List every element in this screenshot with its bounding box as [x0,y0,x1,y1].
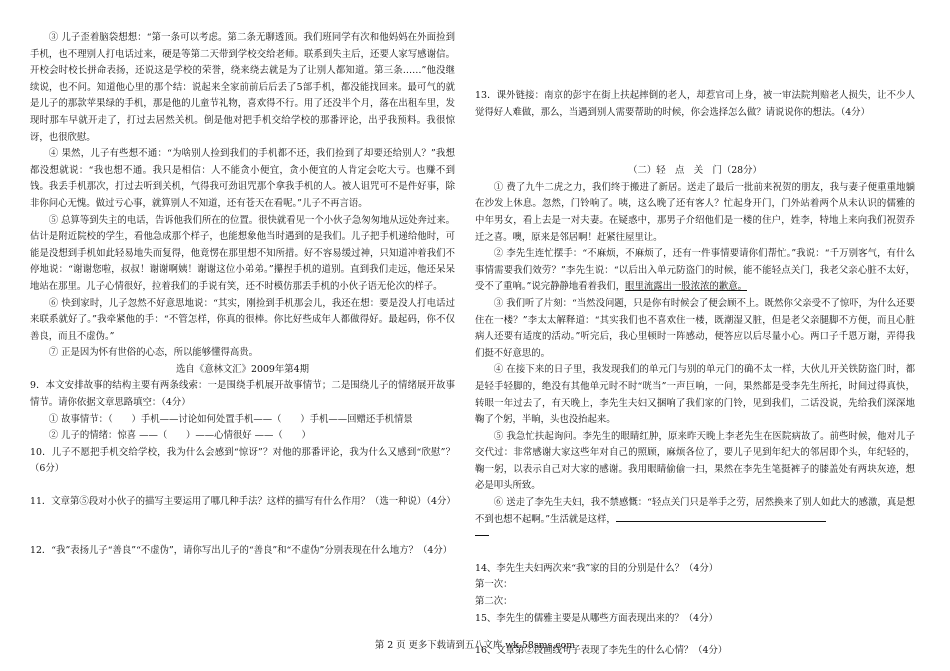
right-column [475,30,915,660]
story-paragraph-4: ④ 在接下来的日子里，我发现我们的单元门与别的单元门的确不太一样，大伙儿开关铁防盗门时，都是轻手轻脚的，绝没有其他单元时不时“咣当”一声巨响，一问，果然都是受李先生所托，时间过得真快，转眼一年过去了，有天晚上，李先生夫妇又捆响了我们家的门铃，见到我们，二话没说，先给我们深深地鞠了个躬，半晌，头也没抬起来。 [475,364,915,426]
page-footer: 第 2 页 更多下载请到五八文库 wk.58sms.com [374,640,576,651]
question-9-part-2: ② 儿子的情绪：惊喜 ——（ ）——心情很好 ——（ ） [48,430,311,442]
story-paragraph-2 [475,246,915,296]
question-14-first: 第一次： [475,579,513,591]
story-paragraph-3: ③ 我们听了片刻：“当然没问题，只是你有时候会了便会顾不上。既然你父亲受不了惊吓，为什么还要住在一楼？”李太太解释道：“其实我们也不喜欢住一楼，既潮湿又脏，但是老父亲腿脚不方便，而且心脏病人还要有适度的活动。”听完后，我心里顿时一阵感动，便答应以后尽量小心。两口子千恩万谢，弄得我们挺不好意思的。 [475,297,915,359]
question-14-second: 第二次： [475,596,513,608]
section-title: （二）轻 点 关 门（28分） [628,165,762,177]
passage-paragraph-3: ③ 儿子歪着脑袋想想：“第一条可以考虑。第二条无聊透顶。我们班同学有次和他妈妈在外面捡到手机，也不理别人打电话过来，硬是等第二天带到学校交给老师。联系到失主后，还要人家写感谢信。开校会时校长拼命表扬，还说这是学校的荣誉，绕来绕去就是为了让别人都知道。第三条……”他没继续说，也不问。知道他心里的那个结：说起来全家前前后后丢了5部手机，都没能找回来。最可气的就是儿子的那款苹果绿的手机，那是他的儿童节礼物，喜欢得不行。用了还没半个月，落在出租车里，发现时那车早就开走了，打过去居然关机。倒是他对把手机交给学校的那番评论，出乎我预料。我很惊讶，也很欣慰。 [30,32,455,143]
left-column [30,30,465,559]
question-9: 9．本文安排故事的结构主要有两条线索：一是围绕手机展开故事情节；二是围绕儿子的情绪展开故事情节。请你依据文章思路填空：（4分） [30,380,455,409]
underlined-sentence: 眼里流露出一股浓浓的歉意。 [625,281,747,293]
passage-paragraph-6: ⑥ 快到家时，儿子忽然不好意思地说：“其实，刚捡到手机那会儿，我还在想：要是没人打电话过来联系就好了。”我牵紧他的手：“不管怎样，你真的很棒。你比好些成年人都做得好。最起码，你不仅善良，而且不虚伪。” [30,297,455,342]
question-12: 12．“我”表扬儿子“善良”“不虚伪”，请你写出儿子的“善良”和“不虚伪”分别表现在什么地方？（4分） [30,544,453,556]
question-10: 10．儿子不愿把手机交给学校，我为什么会感到“惊讶”？对他的那番评论，我为什么又感到“欣慰”？ （6分） [30,446,465,475]
passage-paragraph-4: ④ 果然，儿子有些想不通：“为啥别人捡到我们的手机都不还，我们捡到了却要还给别人？”我想都没想就说：“我也想不通。我只是相信：人不能贪小便宜，贪小便宜的人肯定会吃大亏。也赚不到钱。我丢手机那次，打过去听到关机，气得我可劲诅咒那个拿我手机的人。被人诅咒可不是件好事，除非你问心无愧。做过亏心事，就算别人不知道，还有苍天在看呢。”儿子不再言语。 [30,148,455,209]
story-paragraph-5: ⑤ 我急忙扶起询问。李先生的眼睛红肿，原来昨天晚上李老先生在医院病故了。前些时候，他对儿子交代过：非常感谢大家这些年对自己的照顾，麻烦各位了，要儿子见到年纪大的邻居即个头，年纪轻的，鞠一躬，以表示自己对大家的感谢。我用眼睛偷偷一扫，果然在李先生笔挺裤子的膝盖处有两块灰迹，想必是叩头所致。 [475,430,915,492]
question-11: 11．文章第⑤段对小伙子的描写主要运用了哪几种手法？这样的描写有什么作用？（选一种说）（4分） [30,496,456,508]
passage-paragraph-5: ⑤ 总算等到失主的电话，告诉他我们所在的位置。很快就看见一个小伙子急匆匆地从远处奔过来。估计是附近院校的学生，看他急成那个样子，也能想象他当时遇到的是我们。儿子把手机递给他时，可能是没想到手机如此轻易地失而复得，他竟愣在那里想不知所措。好不容易缓过神，只知道冲着我们不停地说：“谢谢您啦，叔叔！谢谢啊姨！谢谢这位小弟弟。”攥捏手机的道别。直到我们走远，他还呆呆地站在那里。儿子心情很好，拉着我们的手说有笑，还不时模仿那丢手机的小伙子语无伦次的样子。 [30,214,455,292]
story-paragraph-1: ① 费了九牛二虎之力，我们终于搬进了新居。送走了最后一批前来祝贺的朋友，我与妻子便重重地躺在沙发上休息。忽然，门铃响了。咦，这么晚了还有客人？忙起身开门，门外站着两个从未认识的儒雅的中年男女，看上去是一对夫妻。在疑惑中，那男子介绍他们是一楼的住户，姓李，特地上来向我们祝贺乔迁之喜。噢，原来是邻居啊！赶紧往屋里让。 [475,181,915,243]
question-16: 16、文章第②段画线句子表现了李先生的什么心情？（4分） [475,645,728,657]
question-15: 15、李先生的儒雅主要是从哪些方面表现出来的？（4分） [475,612,718,624]
story-paragraph-6 [475,495,915,528]
question-14: 14、李先生夫妇两次来“我”家的目的分别是什么？（4分） [475,562,719,574]
passage-paragraph-7: ⑦ 正是因为怀有世俗的心态，所以能够懂得高贵。 [48,347,259,359]
passage-source: 选自《意林文汇》2009年第4期 [176,363,309,375]
answer-blank-continuation[interactable] [475,528,915,545]
answer-blank-line[interactable] [616,512,826,522]
question-9-part-1: ① 故事情节：（ ）手机——讨论如何处置手机——（ ）手机——回赠还手机情景 [48,413,413,425]
story-paragraph-6-text: ⑥ 送走了李先生夫妇，我不禁感慨：“轻点关门只是举手之劳，居然换来了别人如此大的感激，真是想不到也想不起啊。”生活就是这样， [475,497,915,525]
story-paragraph-2-text: ② 李先生连忙摆手：“不麻烦，不麻烦了，还有一件事情要请你们帮忙。”我说：“千万别客气，有什么事情需要我们效劳？”李先生说：“以后出入单元防盗门的时候，能不能轻点关门，我老父亲心脏不太好，受不了重响。”说完静静地看着我们， [475,248,915,293]
question-13: 13．课外链接：南京的彭宇在街上扶起摔倒的老人，却惹官司上身，被一审法院判赔老人损失，让不少人觉得好人难做，那么，当遇到别人需要帮助的时候，你会选择怎么做？请说说你的想法。（4分） [475,90,915,118]
